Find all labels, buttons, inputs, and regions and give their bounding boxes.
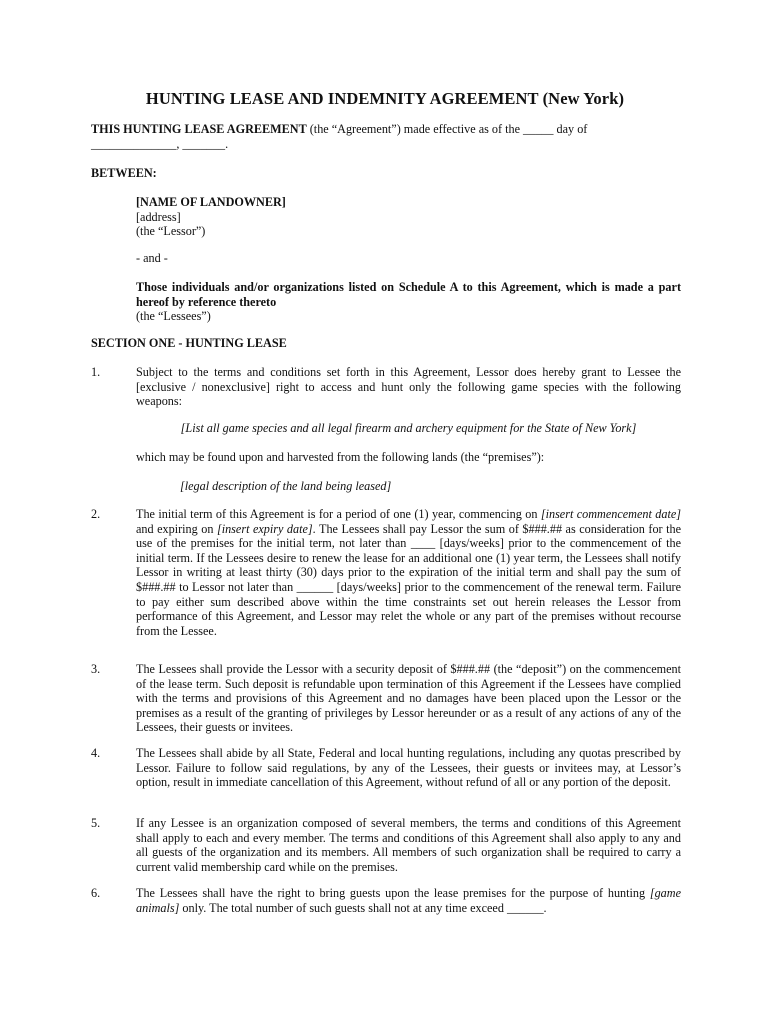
intro-date-line: ______________, _______.: [91, 136, 229, 151]
lessor-name: [NAME OF LANDOWNER]: [136, 195, 286, 209]
clause-6-text: [136, 886, 681, 915]
clause-5-text: If any Lessee is an organization composed of several members, the terms and conditions of this Agreement shall apply to each and every member. The terms and conditions of this Agreement shall also apply to any and all guests of the organization and its members. All members of such organization shall be required to carry a current valid membership card while on the premises.: [136, 816, 681, 874]
clause-6-part-b: only. The total number of such guests shall not at any time exceed ______.: [179, 900, 547, 915]
and-separator: - and -: [136, 251, 168, 265]
section-heading: SECTION ONE - HUNTING LEASE: [91, 336, 287, 350]
clause-3-number: 3.: [91, 662, 101, 676]
document-title: HUNTING LEASE AND INDEMNITY AGREEMENT (New York): [145, 89, 625, 108]
lessor-address: [address]: [136, 209, 181, 224]
clause-1-species: [List all game species and all legal firearm and archery equipment for the State of New York]: [180, 421, 637, 435]
clause-1-number: 1.: [91, 365, 101, 379]
clause-2-number: 2.: [91, 507, 101, 521]
clause-6-part-a: The Lessees shall have the right to bring guests upon the lease premises for the purpose of hunting: [136, 886, 650, 900]
lessees-defined: (the “Lessees”): [136, 309, 211, 324]
intro-lead: THIS HUNTING LEASE AGREEMENT: [91, 122, 307, 136]
clause-2-part-c: . The Lessees shall pay Lessor the sum of $###.## as consideration for the use of the premises for the initial term, not later than ____ [days/weeks] prior to the commencement of the initial term. If the Lessees desire to renew the lease for an additional one (1) year term, the Lessees shall notify Lessor in writing at least thirty (30) days prior to the expiration of the initial term and shall pay the sum of $###.## to Lessor not later than ______ [days/weeks] prior to the commencement of the renewal term. Failure to pay either sum described above within the time constraints set out herein releases the Lessor from performance of this Agreement, and Lessor may relet the whole or any part of the premises without recourse from the Lessee.: [136, 521, 682, 638]
clause-4-text: The Lessees shall abide by all State, Federal and local hunting regulations, including any quotas prescribed by Lessor. Failure to follow said regulations, by any of the Lessees, their guests or invitees may, at Lessor’s option, result in immediate cancellation of this Agreement, without refund of all or any portion of the deposit.: [136, 746, 681, 790]
lessor-block: [136, 195, 681, 239]
lessor-defined: (the “Lessor”): [136, 224, 206, 239]
clause-1-legal-description: [legal description of the land being leased]: [180, 479, 392, 493]
clause-2-commencement-placeholder: [insert commencement date]: [540, 507, 681, 521]
clause-2-part-a: The initial term of this Agreement is for a period of one (1) year, commencing on: [136, 507, 541, 521]
clause-1-text: Subject to the terms and conditions set forth in this Agreement, Lessor does hereby grant to Lessee the [exclusive / nonexclusive] right to access and hunt only the following game species with the following weapons:: [136, 365, 681, 409]
intro-paragraph: [91, 122, 681, 151]
clause-2-part-b: and expiring on: [136, 521, 217, 536]
clause-6-number: 6.: [91, 886, 101, 900]
clause-2-text: [136, 507, 681, 638]
between-label: BETWEEN:: [91, 166, 157, 180]
clause-5-number: 5.: [91, 816, 101, 830]
lessees-block: [136, 280, 681, 324]
clause-6-game-placeholder: [game animals]: [136, 886, 681, 915]
intro-rest: (the “Agreement”) made effective as of the _____ day of: [306, 122, 588, 136]
clause-2-expiry-placeholder: [insert expiry date]: [216, 521, 313, 536]
clause-1-lands: which may be found upon and harvested from the following lands (the “premises”):: [136, 450, 545, 464]
clause-4-number: 4.: [91, 746, 101, 760]
clause-3-text: The Lessees shall provide the Lessor with a security deposit of $###.## (the “deposit”) on the commencement of the lease term. Such deposit is refundable upon termination of this Agreement if the Lessees have complied with the terms and provisions of this Agreement and no damages have been placed upon the Lessor or the premises as a result of the granting of privileges by Lessor hereunder or as a result of any actions of any of the Lessees, their guests or invitees.: [136, 662, 681, 735]
lessees-text: Those individuals and/or organizations listed on Schedule A to this Agreement, which is made a part hereof by reference thereto: [136, 280, 681, 309]
